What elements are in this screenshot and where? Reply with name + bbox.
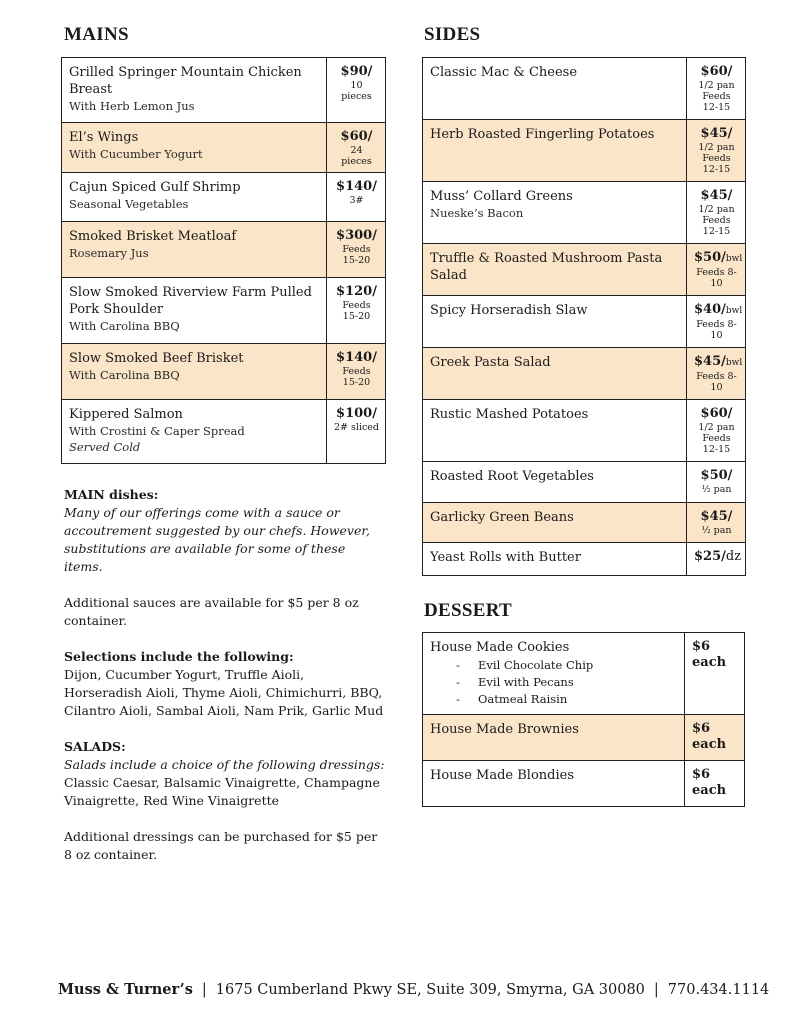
dessert-row [423,761,745,807]
item-name: Rustic Mashed Potatoes [430,407,589,422]
item-name: Grilled Springer Mountain Chicken Breast [69,65,302,97]
bullet-dash: - [456,692,460,706]
sauces-text: Additional sauces are available for $5 per 8 oz container. [64,595,359,628]
footer-phone: 770.434.1114 [667,982,770,998]
list-item [456,691,678,708]
price-amount: $45/ [700,126,733,141]
price-amount: $25/ [694,549,726,564]
portion-note: 1/2 pan Feeds 12-15 [698,422,735,455]
price-unit: dz [725,549,742,564]
dessert-row [423,715,745,761]
price-unit: bwl [725,306,743,316]
sides-row [423,244,746,296]
item-description: Seasonal Vegetables [69,197,189,211]
portion-note: 10 pieces [341,80,372,102]
salads-heading: SALADS: [64,739,126,754]
item-cell [62,58,327,123]
mains-row [62,173,386,222]
sides-row [423,58,746,120]
item-description: With Herb Lemon Jus [69,99,195,113]
dessert-title: DESSERT [424,600,513,621]
notes-section [64,486,386,882]
item-price [694,406,739,422]
portion-note: 1/2 pan Feeds 12-15 [698,204,735,237]
item-cell [423,715,685,761]
item-name: Cajun Spiced Gulf Shrimp [69,180,241,195]
item-name: Garlicky Green Beans [430,510,574,525]
item-cell [62,173,327,222]
footer-separator: | [653,982,659,998]
mains-row [62,400,386,464]
price-cell [327,400,386,464]
item-name: Smoked Brisket Meatloaf [69,229,237,244]
item-price: $120/ [336,284,377,299]
item-cell [423,348,687,400]
price-unit: bwl [725,358,743,368]
item-price: $140/ [336,350,377,365]
price-cell [687,503,746,543]
item-price: $300/ [336,228,377,243]
portion-note: Feeds 15-20 [342,300,371,322]
cookie-flavor-list [430,657,678,708]
salads-intro: Salads include a choice of the following dressings: [64,757,385,772]
price-amount: $45/ [700,188,733,203]
mains-row [62,58,386,123]
footer-separator: | [201,982,207,998]
price-cell [685,633,745,715]
item-price [694,250,743,267]
flavor-label: Oatmeal Raisin [478,692,568,706]
item-description: With Carolina BBQ [69,368,180,382]
item-cell [62,222,327,278]
sides-row [423,503,746,543]
mains-row [62,222,386,278]
main-dishes-text: Many of our offerings come with a sauce or accoutrement suggested by our chefs. However, substitutions are available for some of these items. [64,505,370,574]
item-cell [423,462,687,503]
price-amount: $60/ [700,406,733,421]
sides-row [423,296,746,348]
item-cell [423,761,685,807]
price-unit: bwl [725,254,743,264]
item-description: With Carolina BBQ [69,319,180,333]
price-cell [687,244,746,296]
item-price [694,302,743,319]
main-dishes-heading: MAIN dishes: [64,487,159,502]
portion-note: Feeds 8-10 [696,319,737,341]
additional-dressings-text: Additional dressings can be purchased for $5 per 8 oz container. [64,829,378,862]
item-price: $6 each [692,721,727,752]
price-cell [687,58,746,120]
item-name: Roasted Root Vegetables [430,469,594,484]
item-price [694,509,739,525]
item-price: $6 each [692,639,727,670]
flavor-label: Evil with Pecans [478,675,574,689]
footer-brand: Muss & Turner’s [58,981,193,998]
portion-note: 2# sliced [334,422,379,433]
price-cell [685,715,745,761]
portion-note: 3# [349,195,364,206]
dessert-table [422,632,745,807]
item-price: $140/ [336,179,377,194]
item-price: $6 each [692,767,727,798]
item-serving-note: Served Cold [69,440,141,454]
portion-note: 1/2 pan Feeds 12-15 [698,142,735,175]
mains-row [62,344,386,400]
item-price [694,126,739,142]
item-cell [423,58,687,120]
sides-row [423,348,746,400]
item-name: House Made Brownies [430,722,579,737]
item-cell [62,344,327,400]
item-cell [423,120,687,182]
price-amount: $50/ [694,250,726,265]
selections-heading: Selections include the following: [64,649,294,664]
salads-dressings-text: Classic Caesar, Balsamic Vinaigrette, Champagne Vinaigrette, Red Wine Vinaigrette [64,775,380,808]
portion-note: Feeds 8-10 [696,371,737,393]
bullet-dash: - [456,675,460,689]
bullet-dash: - [456,658,460,672]
item-price [694,64,739,80]
item-cell [423,543,687,576]
price-cell [327,58,386,123]
price-cell [327,173,386,222]
price-cell [327,222,386,278]
mains-row [62,123,386,173]
item-cell [423,244,687,296]
price-amount: $45/ [694,354,726,369]
mains-title: MAINS [64,24,129,45]
item-description: With Crostini & Caper Spread [69,424,245,438]
price-amount: $45/ [700,509,733,524]
price-cell [687,120,746,182]
item-cell [423,296,687,348]
item-cell [62,278,327,344]
item-description: Nueske’s Bacon [430,206,524,220]
sides-title: SIDES [424,24,481,45]
portion-note: 1/2 pan Feeds 12-15 [698,80,735,113]
item-name: Greek Pasta Salad [430,355,551,370]
portion-note: Feeds 15-20 [342,366,371,388]
item-name: Muss’ Collard Greens [430,189,573,204]
mains-row [62,278,386,344]
item-name: Kippered Salmon [69,407,183,422]
item-price [694,549,742,565]
price-cell [687,296,746,348]
item-cell [62,123,327,173]
price-cell [687,543,746,576]
sides-table [422,57,746,576]
sides-row [423,120,746,182]
price-cell [327,123,386,173]
item-name: El’s Wings [69,130,139,145]
list-item [456,674,678,691]
item-price: $90/ [340,64,373,79]
item-name: Classic Mac & Cheese [430,65,578,80]
sides-row [423,400,746,462]
item-name: Slow Smoked Riverview Farm Pulled Pork Shoulder [69,285,312,317]
item-name: Yeast Rolls with Butter [430,550,581,565]
price-cell [327,344,386,400]
item-price [694,354,743,371]
item-name: Truffle & Roasted Mushroom Pasta Salad [430,251,663,283]
price-amount: $40/ [694,302,726,317]
footer [58,981,769,998]
price-cell [685,761,745,807]
sides-row [423,543,746,576]
item-name: Spicy Horseradish Slaw [430,303,588,318]
portion-note: 24 pieces [341,145,372,167]
list-item [456,657,678,674]
item-price [694,468,739,484]
flavor-label: Evil Chocolate Chip [478,658,594,672]
footer-address: 1675 Cumberland Pkwy SE, Suite 309, Smyrna, GA 30080 [215,982,645,998]
item-cell [423,182,687,244]
item-price: $100/ [336,406,377,421]
item-description: Rosemary Jus [69,246,149,260]
mains-table [61,57,386,464]
item-cell [423,633,685,715]
item-name: House Made Cookies [430,640,570,655]
item-price: $60/ [340,129,373,144]
portion-note: ½ pan [701,525,732,536]
item-price [694,188,739,204]
price-cell [327,278,386,344]
portion-note: Feeds 8-10 [696,267,737,289]
item-description: With Cucumber Yogurt [69,147,203,161]
price-cell [687,462,746,503]
item-name: Slow Smoked Beef Brisket [69,351,244,366]
item-cell [62,400,327,464]
selections-text: Dijon, Cucumber Yogurt, Truffle Aioli, Horseradish Aioli, Thyme Aioli, Chimichurri, BBQ, Cilantro Aioli, Sambal Aioli, Nam Prik, Garlic Mud [64,667,384,718]
portion-note: ½ pan [701,484,732,495]
price-cell [687,400,746,462]
dessert-row [423,633,745,715]
price-cell [687,348,746,400]
sides-row [423,462,746,503]
price-amount: $50/ [700,468,733,483]
price-cell [687,182,746,244]
sides-row [423,182,746,244]
item-cell [423,400,687,462]
price-amount: $60/ [700,64,733,79]
item-name: Herb Roasted Fingerling Potatoes [430,127,655,142]
item-cell [423,503,687,543]
portion-note: Feeds 15-20 [342,244,371,266]
item-name: House Made Blondies [430,768,574,783]
